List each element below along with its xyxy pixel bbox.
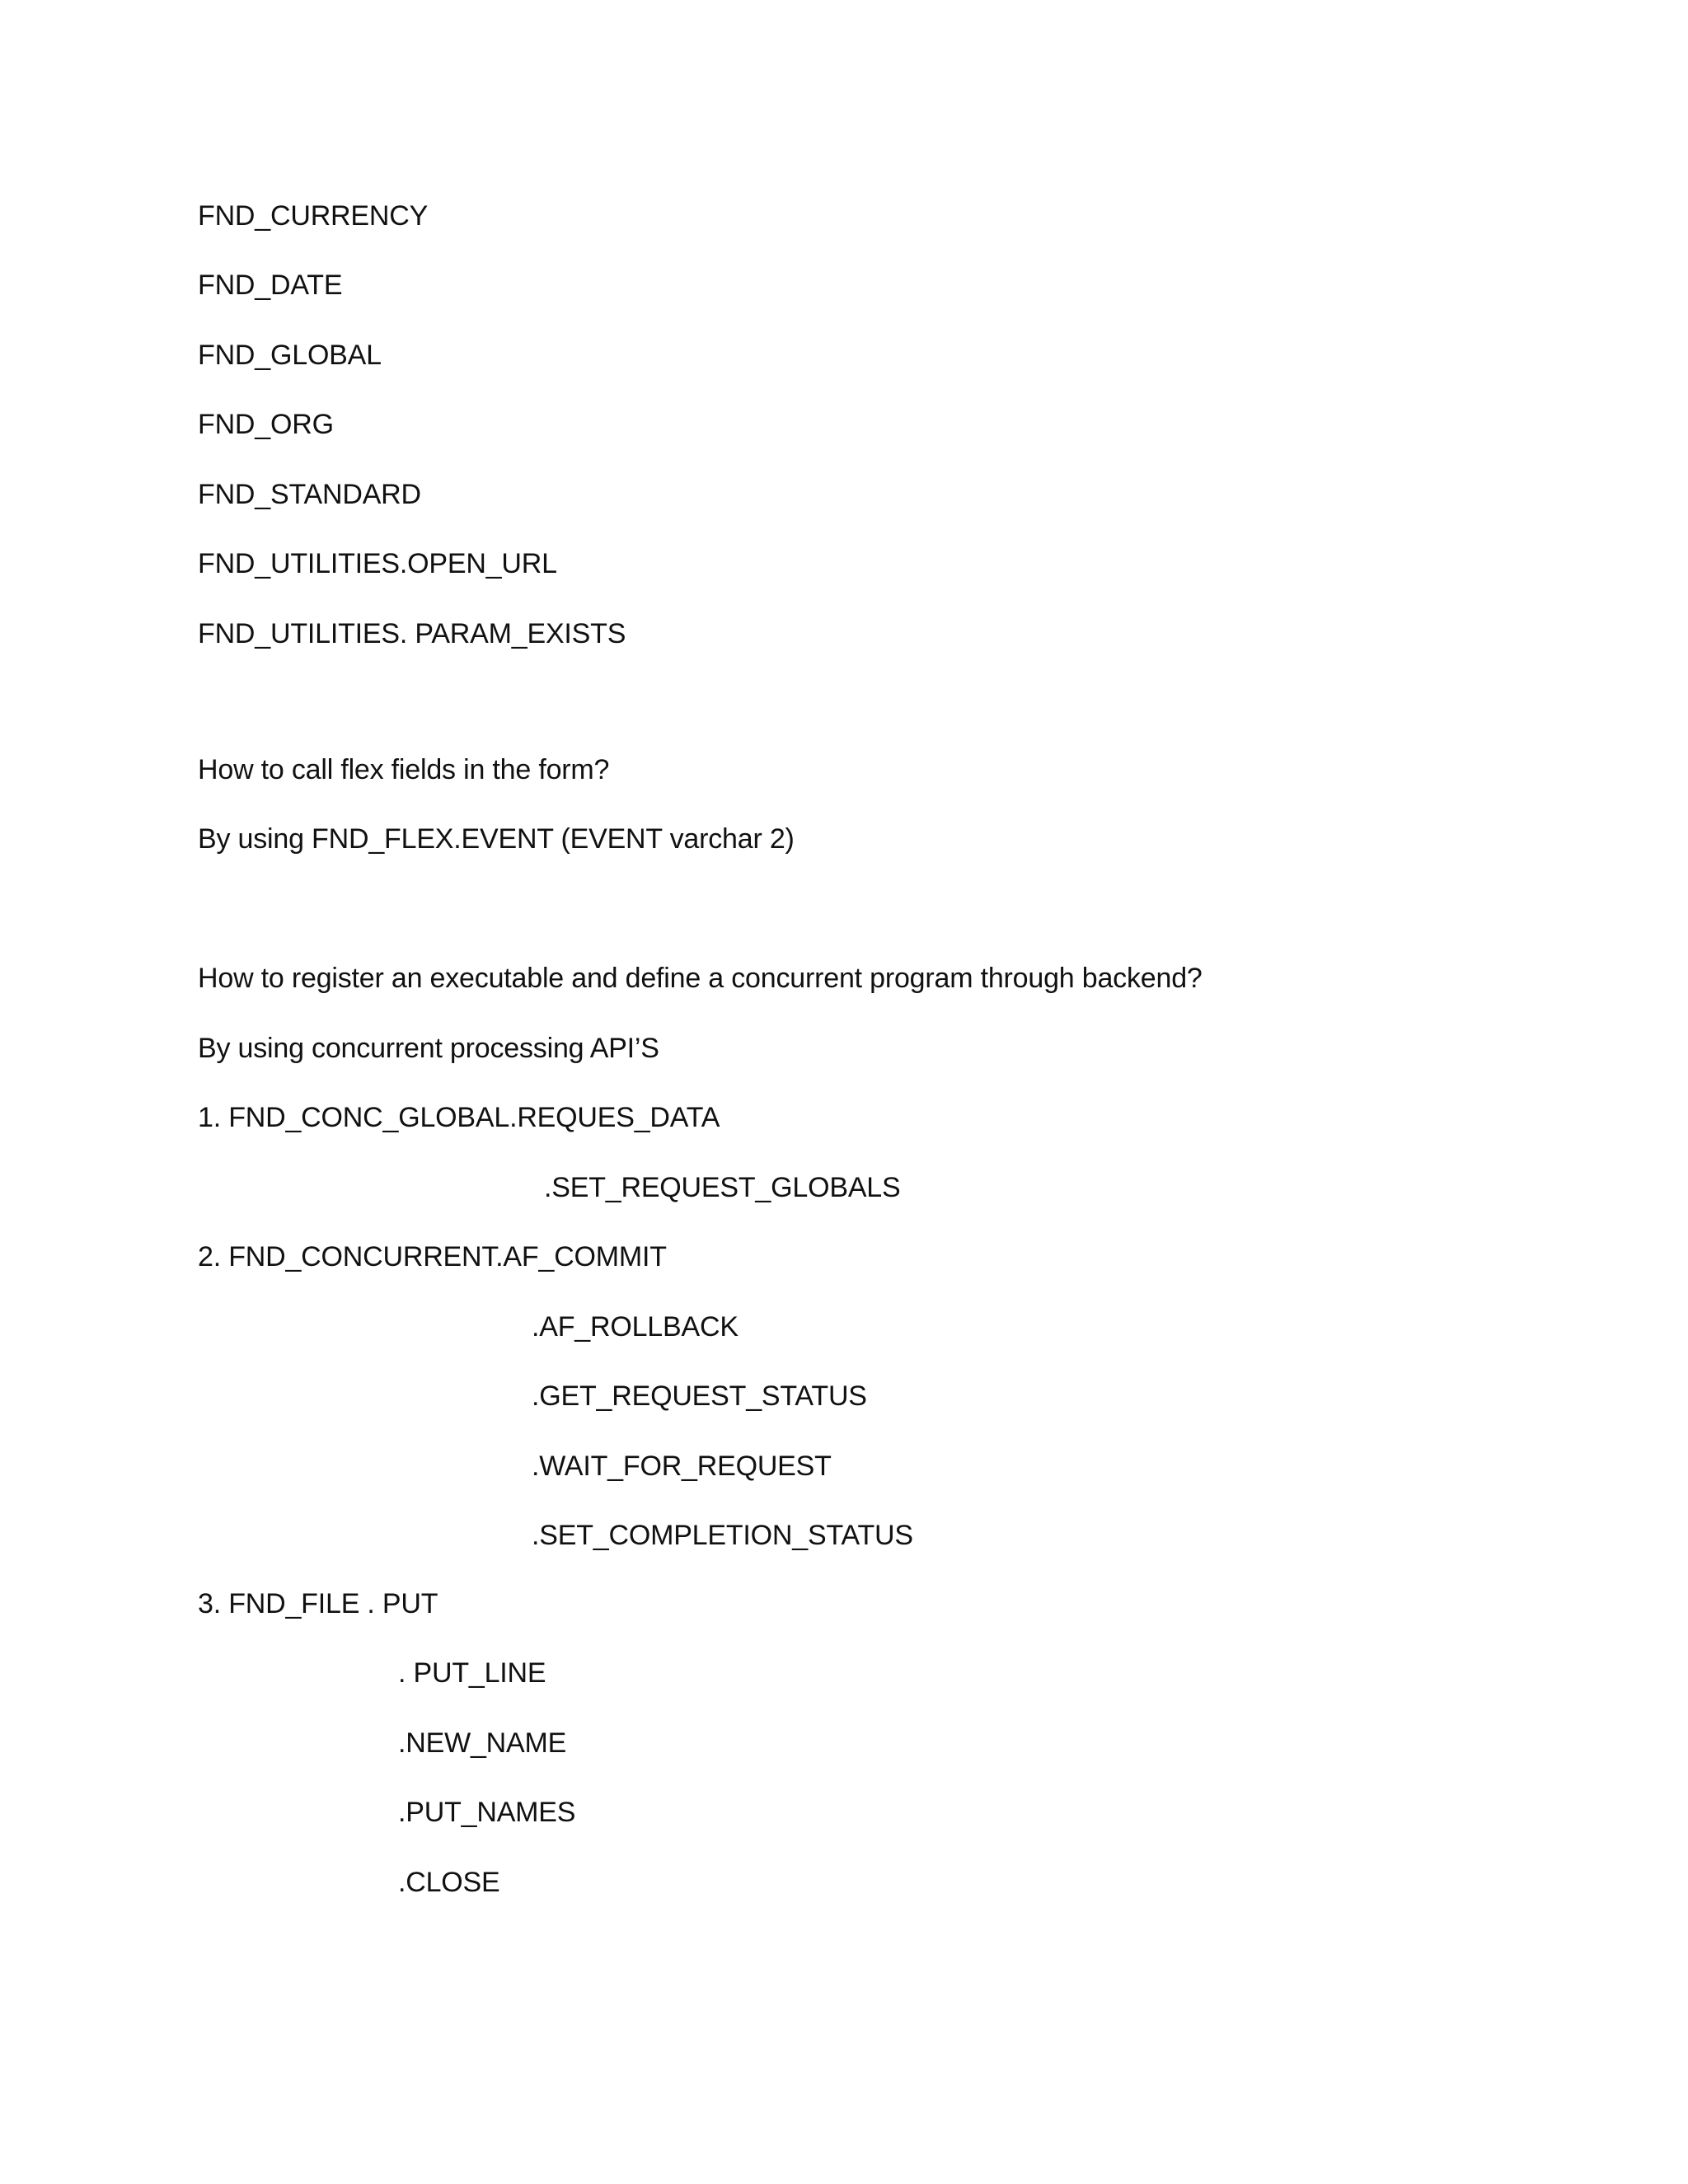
list-subitem: . PUT_LINE <box>398 1657 546 1689</box>
list-item: 3. FND_FILE . PUT <box>198 1588 438 1619</box>
package-name-line: FND_ORG <box>198 409 334 440</box>
package-name-line: FND_DATE <box>198 269 343 301</box>
list-subitem: .PUT_NAMES <box>398 1797 576 1828</box>
package-name-line: FND_STANDARD <box>198 479 421 510</box>
answer-line: By using concurrent processing API’S <box>198 1033 659 1064</box>
list-item: 2. FND_CONCURRENT.AF_COMMIT <box>198 1241 667 1272</box>
package-name-line: FND_UTILITIES. PARAM_EXISTS <box>198 618 626 649</box>
list-subitem: .CLOSE <box>398 1867 500 1898</box>
list-item: 1. FND_CONC_GLOBAL.REQUES_DATA <box>198 1102 720 1133</box>
package-name-line: FND_UTILITIES.OPEN_URL <box>198 548 557 579</box>
answer-line: By using FND_FLEX.EVENT (EVENT varchar 2) <box>198 823 795 855</box>
list-subitem: .NEW_NAME <box>398 1727 567 1759</box>
package-name-line: FND_CURRENCY <box>198 200 429 232</box>
list-subitem: .SET_COMPLETION_STATUS <box>532 1520 913 1551</box>
question-line: How to register an executable and define a concurrent program through backend? <box>198 963 1203 994</box>
question-line: How to call flex fields in the form? <box>198 754 610 785</box>
list-subitem: .WAIT_FOR_REQUEST <box>532 1451 832 1482</box>
package-name-line: FND_GLOBAL <box>198 340 382 371</box>
list-subitem: .AF_ROLLBACK <box>532 1311 738 1343</box>
list-subitem: .SET_REQUEST_GLOBALS <box>544 1172 901 1203</box>
list-subitem: .GET_REQUEST_STATUS <box>532 1380 867 1412</box>
